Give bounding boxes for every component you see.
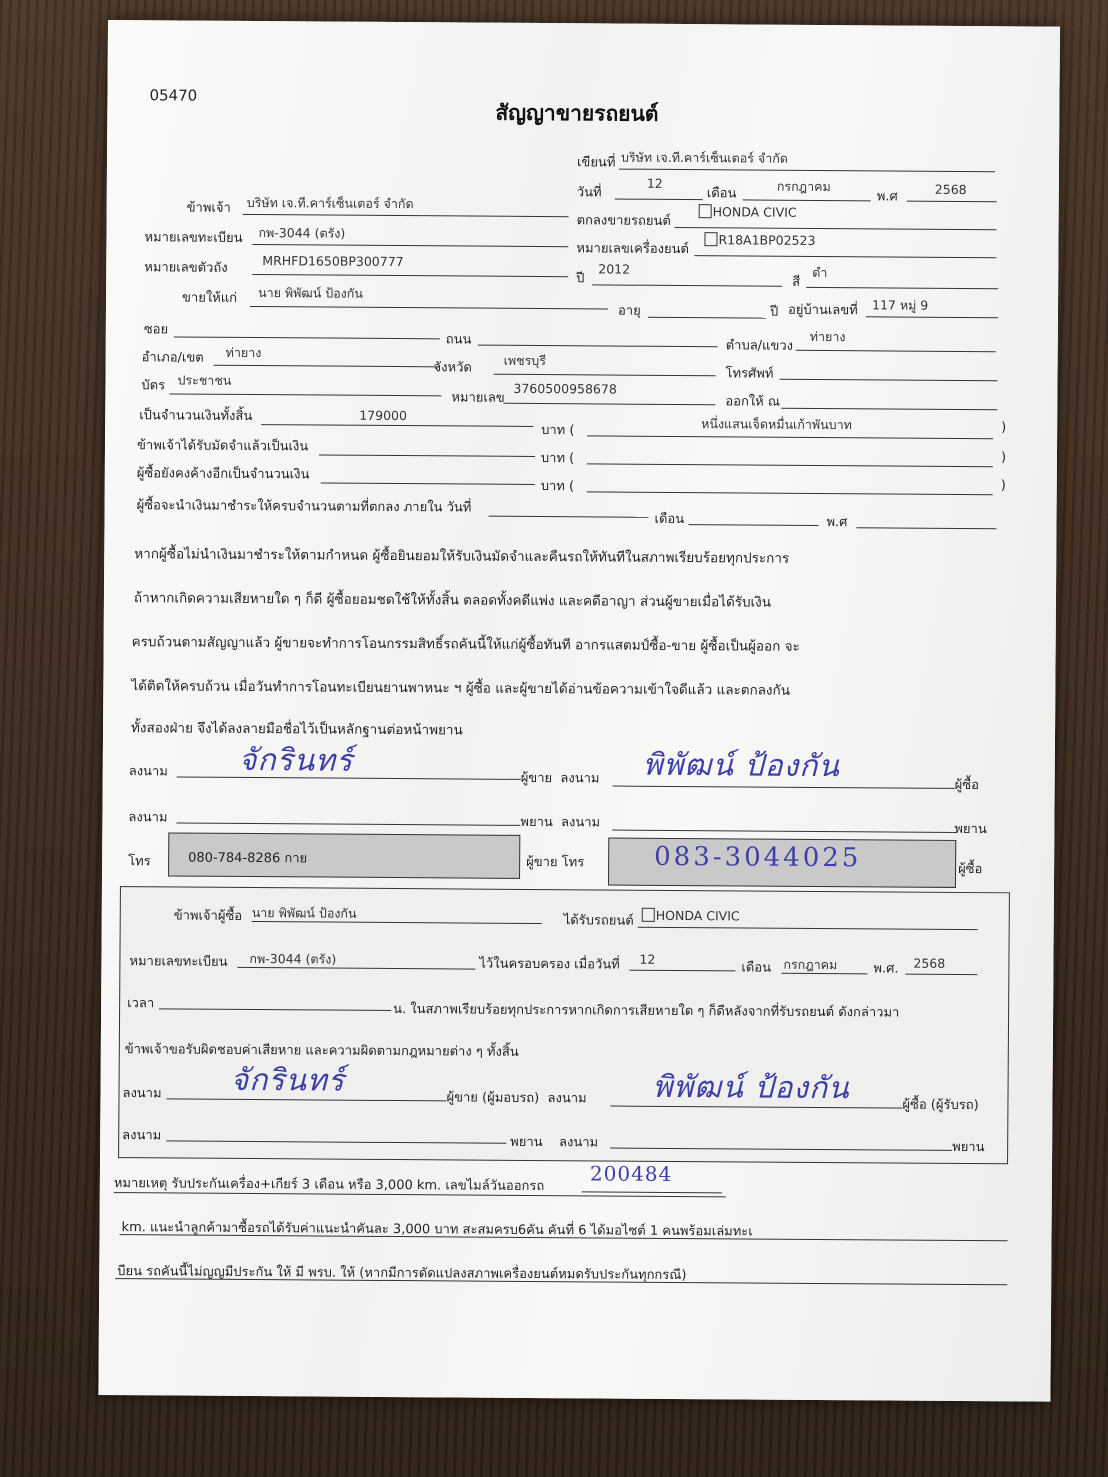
mileage-line bbox=[582, 1191, 722, 1193]
seller-phone-value: 080-784-8286 กาย bbox=[188, 850, 308, 867]
seller-line bbox=[243, 214, 569, 217]
due-year-label: พ.ศ bbox=[826, 515, 848, 531]
district-value: ท่ายาง bbox=[225, 344, 262, 361]
remaining-words-line bbox=[587, 491, 993, 495]
receipt-witness1-role bbox=[510, 1131, 598, 1153]
province-label: จังหวัด bbox=[433, 360, 472, 376]
province-line bbox=[494, 374, 716, 377]
color-line bbox=[806, 287, 998, 289]
age-line bbox=[648, 317, 766, 319]
house-no-label: อยู่บ้านเลขที่ bbox=[787, 302, 858, 319]
id-card-value: ประชาชน bbox=[177, 372, 232, 388]
receipt-seller-role bbox=[446, 1086, 586, 1108]
due-month-label: เดือน bbox=[654, 511, 685, 528]
checkbox-icon bbox=[704, 232, 717, 246]
baht-text: บาท bbox=[541, 423, 566, 439]
witness-role-text: พยาน bbox=[520, 814, 553, 831]
year-made-label: ปี bbox=[576, 271, 585, 287]
witness2-sign-label: ลงนาม bbox=[560, 815, 601, 831]
agree-sell-label: ตกลงขายรถยนต์ bbox=[576, 213, 671, 229]
registration-line bbox=[252, 244, 568, 247]
written-at-label: เขียนที่ bbox=[576, 155, 616, 171]
seller-value: บริษัท เจ.ที.คาร์เซ็นเตอร์ จำกัด bbox=[246, 194, 414, 212]
deposit-close-paren: ) bbox=[1000, 450, 1007, 466]
possess-date-label: ไว้ในครอบครอง เมื่อวันที่ bbox=[479, 956, 620, 973]
time-label: เวลา bbox=[127, 996, 155, 1012]
seller-role-text: ผู้ขาย bbox=[520, 770, 553, 787]
seller-sign-label: ลงนาม bbox=[128, 764, 168, 780]
subdistrict-label: ตำบล/แขวง bbox=[725, 338, 794, 354]
notes-line-1: หมายเหตุ รับประกันเครื่อง+เกียร์ 3 เดือน หรือ 3,000 km. เลขไมล์วันออกรถ bbox=[113, 1176, 545, 1195]
chassis-value: MRHFD1650BP300777 bbox=[262, 253, 404, 270]
due-year-line bbox=[856, 527, 996, 529]
soi-label: ซอย bbox=[143, 322, 169, 338]
house-no-line bbox=[866, 316, 998, 318]
receipt-seller-signature: จักรินทร์ bbox=[230, 1062, 345, 1099]
engine-line bbox=[694, 255, 996, 258]
checkbox-icon bbox=[642, 908, 655, 922]
written-at-line bbox=[619, 169, 995, 173]
car-model-text: HONDA CIVIC bbox=[712, 204, 797, 220]
chassis-label: หมายเลขตัวถัง bbox=[144, 260, 228, 276]
seller-phone-label: โทร bbox=[128, 854, 151, 870]
witness1-sign-label: ลงนาม bbox=[128, 810, 168, 826]
written-at-value: บริษัท เจ.ที.คาร์เซ็นเตอร์ จำกัด bbox=[621, 149, 789, 166]
date-label: วันที่ bbox=[576, 185, 602, 201]
road-label: ถนน bbox=[445, 332, 472, 348]
receipt-witness2-role: พยาน bbox=[952, 1139, 985, 1156]
registration-label: หมายเลขทะเบียน bbox=[144, 230, 243, 246]
engine-text: R18A1BP02523 bbox=[718, 232, 816, 248]
year-made-value: 2012 bbox=[598, 261, 631, 277]
due-date-label: ผู้ซื้อจะนำเงินมาชำระให้ครบจำนวนตามที่ตกลง ภายใน วันที่ bbox=[136, 498, 472, 516]
remaining-baht-label: บาท ( bbox=[540, 479, 575, 495]
received-car-text: HONDA CIVIC bbox=[655, 907, 740, 924]
year-value: 2568 bbox=[934, 181, 967, 197]
deposit-label: ข้าพเจ้าได้รับมัดจำแล้วเป็นเงิน bbox=[136, 438, 309, 455]
witness1-sign-line bbox=[176, 822, 520, 825]
receipt-month-value: กรกฎาคม bbox=[783, 956, 838, 973]
total-close-paren: ) bbox=[1001, 420, 1007, 436]
total-words-line bbox=[587, 435, 993, 439]
chassis-line bbox=[252, 274, 568, 277]
total-amount-line bbox=[261, 424, 533, 427]
total-amount-label: เป็นจำนวนเงินทั้งสิ้น bbox=[139, 408, 253, 425]
receipt-witness2-label: ลงนาม bbox=[559, 1135, 599, 1151]
seller-label: ข้าพเจ้า bbox=[186, 200, 231, 216]
agree-sell-line bbox=[675, 227, 997, 230]
sell-to-label: ขายให้แก่ bbox=[182, 290, 238, 306]
notes-line-3: บียน รถคันนี้ไม่ญญมีประกัน ให้ มี พรบ. ให้ (หากมีการดัดแปลงสภาพเครื่องยนต์หมดรับประกันทุกกรณี) bbox=[117, 1264, 687, 1284]
id-number-value: 3760500958678 bbox=[513, 380, 617, 397]
receipt-buyer-label: ข้าพเจ้าผู้ซื้อ bbox=[173, 908, 243, 924]
id-card-line bbox=[169, 393, 441, 396]
id-number-label: หมายเลข bbox=[451, 390, 505, 406]
seller-signature: จักรินทร์ bbox=[238, 742, 354, 779]
document-title: สัญญาขายรถยนต์ bbox=[495, 100, 659, 126]
document-number: 05470 bbox=[149, 86, 198, 105]
receipt-year-value: 2568 bbox=[913, 955, 946, 971]
terms-line-1: หากผู้ซื้อไม่นำเงินมาชำระให้ตามกำหนด ผู้ซื้อยินยอมให้รับเงินมัดจำและคืนรถให้ทันทีในสภาพเรียบร้อยทุกประการ bbox=[134, 546, 790, 567]
buyer-role-label: ผู้ซื้อ bbox=[954, 777, 979, 794]
color-value: ดำ bbox=[812, 264, 828, 281]
contract-paper bbox=[98, 20, 1060, 1402]
receipt-seller-sign-label: ลงนาม bbox=[122, 1086, 162, 1102]
terms-line-4: ได้ติดให้ครบถ้วน เมื่อวันทำการโอนทะเบียนยานพาหนะ ฯ ผู้ซื้อ และผู้ขายได้อ่านข้อความเข้าใจดีแล้ว และตกลงกัน bbox=[131, 678, 791, 699]
receipt-month-label: เดือน bbox=[741, 960, 772, 976]
phone-line bbox=[780, 379, 998, 382]
year-label: พ.ศ bbox=[876, 189, 898, 205]
terms-line-5: ทั้งสองฝ่าย จึงได้ลงลายมือชื่อไว้เป็นหลักฐานต่อหน้าพยาน bbox=[131, 720, 463, 739]
buyer-signature: พิพัฒน์ ป้องกัน bbox=[642, 747, 841, 785]
date-line bbox=[615, 199, 703, 201]
witness1-role-label bbox=[520, 811, 600, 833]
received-car-value bbox=[642, 908, 740, 924]
soi-line bbox=[174, 336, 440, 339]
total-baht-label: บาท ( bbox=[541, 423, 575, 439]
possess-date-value: 12 bbox=[639, 951, 656, 967]
remaining-line bbox=[321, 482, 535, 484]
month-value: กรกฎาคม bbox=[776, 178, 831, 195]
road-line bbox=[478, 345, 718, 348]
registration-value: กพ-3044 (ตรัง) bbox=[258, 225, 346, 241]
total-amount-value: 179000 bbox=[359, 407, 408, 424]
deposit-line bbox=[319, 454, 535, 457]
liability-text: ข้าพเจ้าขอรับผิดชอบค่าเสียหาย และความผิดตามกฎหมายต่าง ๆ ทั้งสิ้น bbox=[124, 1042, 519, 1060]
sell-to-line bbox=[250, 306, 608, 309]
receipt-buyer-sign-label: ลงนาม bbox=[547, 1091, 587, 1107]
issued-at-label: ออกให้ ณ bbox=[725, 394, 781, 410]
age-unit-label: ปี bbox=[769, 304, 779, 320]
buyer-phone-role: ผู้ซื้อ bbox=[958, 861, 983, 878]
buyer-phone-value: 083-3044025 bbox=[654, 841, 862, 874]
receipt-buyer-role: ผู้ซื้อ (ผู้รับรถ) bbox=[902, 1097, 979, 1114]
deposit-words-line bbox=[587, 463, 993, 467]
district-line bbox=[214, 365, 440, 368]
receipt-witness-role-text: พยาน bbox=[510, 1134, 543, 1151]
car-model-value bbox=[699, 204, 797, 220]
subdistrict-line bbox=[796, 350, 996, 352]
witness2-role-label: พยาน bbox=[954, 821, 987, 838]
engine-label: หมายเลขเครื่องยนต์ bbox=[576, 241, 690, 258]
total-words-value: หนึ่งแสนเจ็ดหมื่นเก้าพันบาท bbox=[701, 416, 852, 433]
notes-line-2: km. แนะนำลูกค้ามาซื้อรถได้รับค่าแนะนำคันละ 3,000 บาท สะสมครบ6คัน คันที่ 6 ได้มอไซต์ 1 คนพร้อมเล่มทะเ bbox=[121, 1220, 753, 1240]
receipt-reg-value: กพ-3044 (ตรัง) bbox=[249, 951, 337, 967]
subdistrict-value: ท่ายาง bbox=[809, 328, 846, 345]
checkbox-icon bbox=[699, 204, 712, 218]
year-line bbox=[907, 201, 997, 203]
due-month-line bbox=[688, 524, 818, 526]
date-value: 12 bbox=[646, 175, 663, 191]
phone-label: โทรศัพท์ bbox=[725, 366, 774, 382]
issued-at-line bbox=[781, 408, 997, 411]
month-line bbox=[743, 199, 871, 201]
receipt-buyer-signature: พิพัฒน์ ป้องกัน bbox=[652, 1069, 850, 1107]
seller-role-label bbox=[521, 767, 600, 789]
id-number-line bbox=[503, 403, 715, 405]
received-car-label: ได้รับรถยนต์ bbox=[563, 913, 634, 929]
district-label: อำเภอ/เขต bbox=[141, 350, 204, 366]
engine-value bbox=[704, 232, 815, 248]
province-value: เพชรบุรี bbox=[503, 352, 547, 369]
seller-phone-role: ผู้ขาย โทร bbox=[526, 854, 585, 871]
condition-text: น. ในสภาพเรียบร้อยทุกประการหากเกิดการเสียหายใด ๆ ก็ดีหลังจากที่รับรถยนต์ ดังกล่าวมา bbox=[393, 1002, 900, 1021]
receipt-witness1-label: ลงนาม bbox=[122, 1128, 162, 1144]
sell-to-value: นาย พิพัฒน์ ป้องกัน bbox=[258, 285, 363, 301]
witness2-sign-line bbox=[612, 830, 956, 833]
receipt-year-label: พ.ศ. bbox=[873, 961, 899, 977]
due-date-line bbox=[489, 516, 649, 518]
receipt-buyer-value: นาย พิพัฒน์ ป้องกัน bbox=[251, 905, 357, 921]
deposit-baht-label: บาท ( bbox=[540, 451, 575, 467]
year-made-line bbox=[592, 284, 782, 286]
baht-text: บาท bbox=[540, 451, 566, 467]
mileage-value: 200484 bbox=[589, 1161, 673, 1186]
id-card-label: บัตร bbox=[141, 378, 166, 394]
receipt-seller-role-text: ผู้ขาย (ผู้มอบรถ) bbox=[446, 1090, 540, 1107]
buyer-sign-label: ลงนาม bbox=[560, 771, 600, 787]
receipt-reg-label: หมายเลขทะเบียน bbox=[129, 954, 228, 970]
month-label: เดือน bbox=[706, 186, 737, 202]
terms-line-3: ครบถ้วนตามสัญญาแล้ว ผู้ขายจะทำการโอนกรรมสิทธิ์รถคันนี้ให้แก่ผู้ซื้อทันที อากรแสตมป์ซื้อ-ขาย ผู้ซื้อเป็นผู้ออก จะ bbox=[131, 634, 800, 655]
baht-text: บาท bbox=[540, 479, 565, 495]
color-label: สี bbox=[792, 274, 801, 290]
terms-line-2: ถ้าหากเกิดความเสียหายใด ๆ ก็ดี ผู้ซื้อยอมชดใช้ให้ทั้งสิ้น ตลอดทั้งคดีแพ่ง และคดีอาญา ส่วนผู้ขายเมื่อได้รับเงิน bbox=[133, 590, 772, 611]
age-label: อายุ bbox=[617, 303, 641, 319]
remaining-label: ผู้ซื้อยังคงค้างอีกเป็นจำนวนเงิน bbox=[136, 466, 310, 483]
house-no-value: 117 หมู่ 9 bbox=[871, 297, 929, 313]
remaining-close-paren: ) bbox=[1000, 478, 1006, 494]
